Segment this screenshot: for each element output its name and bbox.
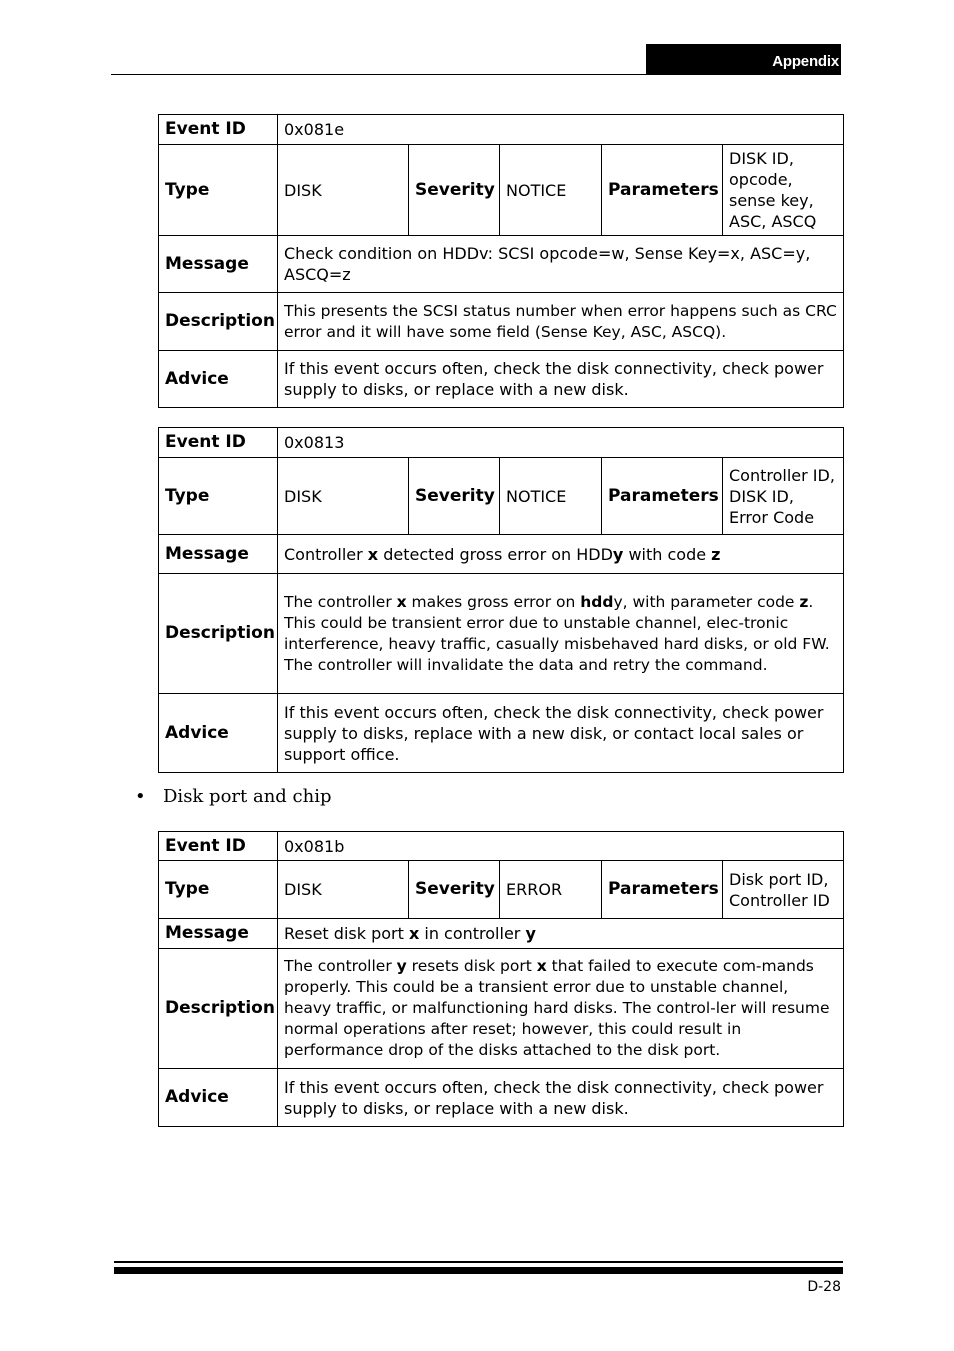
- severity-value: NOTICE: [500, 145, 602, 236]
- event-id-label: Event ID: [159, 115, 278, 145]
- event-table-0x081b: [158, 831, 844, 1127]
- footer-rule-thin: [114, 1261, 843, 1263]
- event-id-value: 0x081e: [278, 115, 844, 145]
- parameters-label: Parameters: [602, 861, 723, 919]
- type-value: DISK: [278, 145, 409, 236]
- parameters-value: Disk port ID, Controller ID: [723, 861, 844, 919]
- bullet-text: Disk port and chip: [163, 786, 332, 807]
- description-value: This presents the SCSI status number when error happens such as CRC error and it will have some field (Sense Key, ASC, ASCQ).: [278, 293, 844, 351]
- description-value: The controller x makes gross error on hddy, with parameter code z. This could be transient error due to unstable channel, elec-tronic interference, heavy traffic, casually misbehaved hard disks, or old FW. The controller will invalidate the data and retry the command.: [278, 574, 844, 694]
- severity-label: Severity: [409, 145, 500, 236]
- parameters-value: Controller ID, DISK ID, Error Code: [723, 458, 844, 535]
- message-value: Reset disk port x in controller y: [278, 919, 844, 949]
- message-label: Message: [159, 919, 278, 949]
- severity-label: Severity: [409, 458, 500, 535]
- type-label: Type: [159, 861, 278, 919]
- event-table-0x081e: [158, 114, 844, 408]
- message-value: Controller x detected gross error on HDDy with code z: [278, 535, 844, 574]
- page-number: D-28: [807, 1279, 841, 1295]
- advice-label: Advice: [159, 351, 278, 408]
- severity-value: NOTICE: [500, 458, 602, 535]
- footer-rule-thick: [114, 1267, 843, 1274]
- message-label: Message: [159, 535, 278, 574]
- event-id-value: 0x0813: [278, 428, 844, 458]
- bullet-item: [135, 786, 332, 807]
- section-header: Appendix: [646, 44, 841, 75]
- event-id-label: Event ID: [159, 428, 278, 458]
- bullet-dot: •: [135, 786, 146, 807]
- description-label: Description: [159, 293, 278, 351]
- type-label: Type: [159, 458, 278, 535]
- advice-label: Advice: [159, 694, 278, 773]
- event-id-label: Event ID: [159, 832, 278, 861]
- advice-value: If this event occurs often, check the disk connectivity, check power supply to disks, or replace with a new disk.: [278, 1069, 844, 1127]
- description-label: Description: [159, 574, 278, 694]
- message-label: Message: [159, 236, 278, 293]
- severity-value: ERROR: [500, 861, 602, 919]
- advice-label: Advice: [159, 1069, 278, 1127]
- message-value: Check condition on HDDv: SCSI opcode=w, Sense Key=x, ASC=y, ASCQ=z: [278, 236, 844, 293]
- type-label: Type: [159, 145, 278, 236]
- type-value: DISK: [278, 861, 409, 919]
- advice-value: If this event occurs often, check the disk connectivity, check power supply to disks, replace with a new disk, or contact local sales or support office.: [278, 694, 844, 773]
- severity-label: Severity: [409, 861, 500, 919]
- parameters-value: DISK ID, opcode, sense key, ASC, ASCQ: [723, 145, 844, 236]
- type-value: DISK: [278, 458, 409, 535]
- description-value: The controller y resets disk port x that failed to execute com-mands properly. This could be a transient error due to unstable channel, heavy traffic, or malfunctioning hard disks. The control-ler will resume normal operations after reset; however, this could result in performance drop of the disks attached to the disk port.: [278, 949, 844, 1069]
- description-label: Description: [159, 949, 278, 1069]
- event-table-0x0813: [158, 427, 844, 773]
- parameters-label: Parameters: [602, 458, 723, 535]
- advice-value: If this event occurs often, check the disk connectivity, check power supply to disks, or replace with a new disk.: [278, 351, 844, 408]
- parameters-label: Parameters: [602, 145, 723, 236]
- event-id-value: 0x081b: [278, 832, 844, 861]
